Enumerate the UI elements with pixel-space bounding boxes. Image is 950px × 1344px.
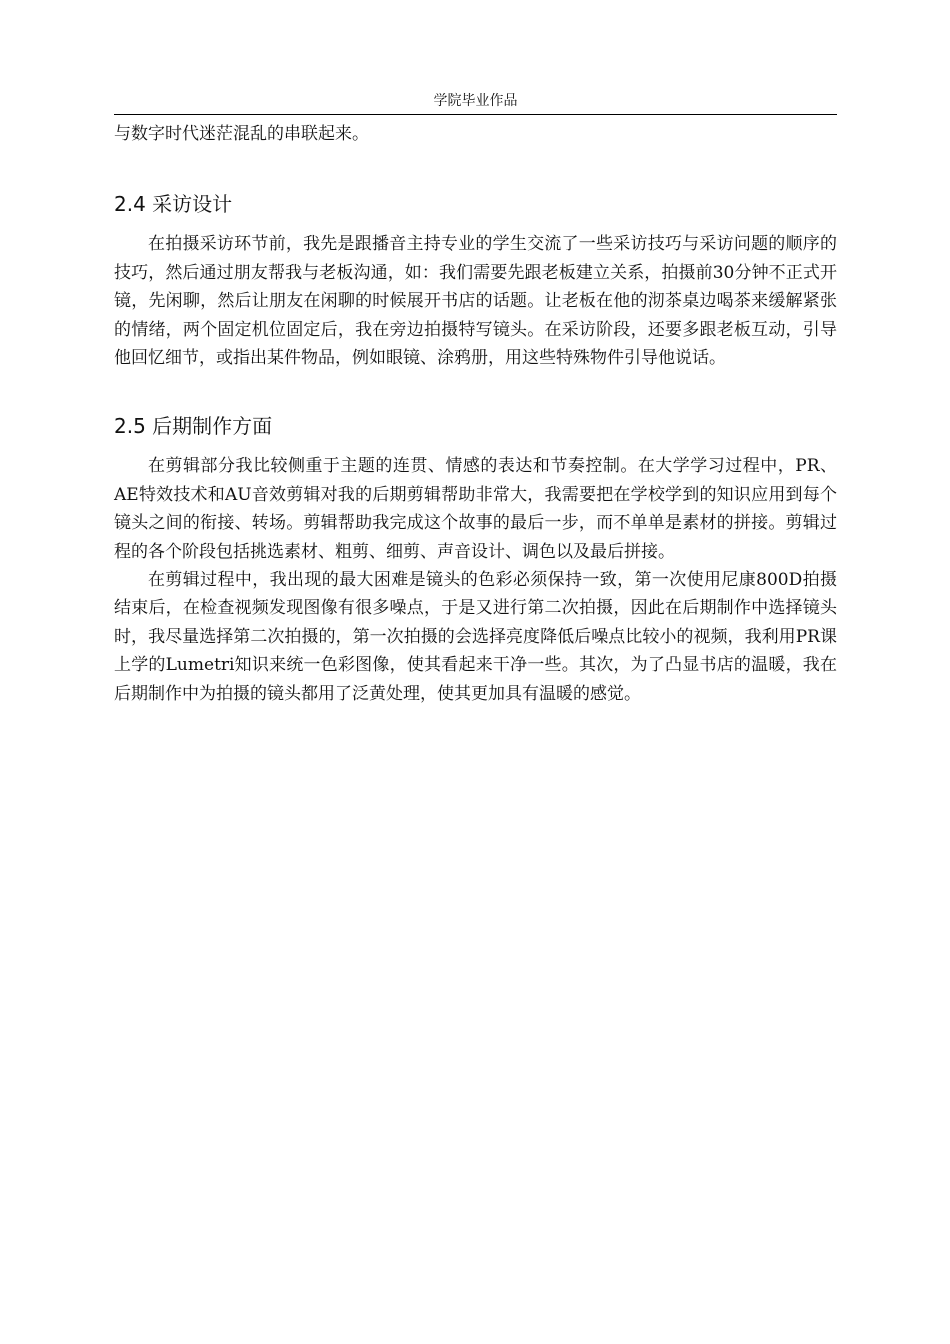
page-body <box>114 120 837 708</box>
page-header: 学院毕业作品 <box>114 91 837 115</box>
intro-paragraph: 与数字时代迷茫混乱的串联起来。 <box>114 124 369 144</box>
paragraph-2-4-1: 在拍摄采访环节前，我先是跟播音主持专业的学生交流了一些采访技巧与采访问题的顺序的技巧，然后通过朋友帮我与老板沟通，如：我们需要先跟老板建立关系，拍摄前30分钟不正式开镜，先闲聊，然后让朋友在闲聊的时候展开书店的话题。让老板在他的沏茶桌边喝茶来缓解紧张的情绪，两个固定机位固定后，我在旁边拍摄特写镜头。在采访阶段，还要多跟老板互动，引导他回忆细节，或指出某件物品，例如眼镜、涂鸦册，用这些特殊物件引导他说话。 <box>114 234 837 369</box>
paragraph-2-5-2: 在剪辑过程中，我出现的最大困难是镜头的色彩必须保持一致，第一次使用尼康800D拍摄结束后，在检查视频发现图像有很多噪点，于是又进行第二次拍摄，因此在后期制作中选择镜头时，我尽量选择第二次拍摄的，第一次拍摄的会选择亮度降低后噪点比较小的视频，我利用PR课上学的Lumetri知识来统一色彩图像，使其看起来干净一些。其次，为了凸显书店的温暖，我在后期制作中为拍摄的镜头都用了泛黄处理，使其更加具有温暖的感觉。 <box>114 570 837 704</box>
section-heading-2-4: 2.4 采访设计 <box>114 192 233 217</box>
section-heading-2-5: 2.5 后期制作方面 <box>114 414 273 439</box>
paragraph-2-5-1: 在剪辑部分我比较侧重于主题的连贯、情感的表达和节奏控制。在大学学习过程中，PR、AE特效技术和AU音效剪辑对我的后期剪辑帮助非常大，我需要把在学校学到的知识应用到每个镜头之间的衔接、转场。剪辑帮助我完成这个故事的最后一步，而不单单是素材的拼接。剪辑过程的各个阶段包括挑选素材、粗剪、细剪、声音设计、调色以及最后拼接。 <box>114 456 837 562</box>
